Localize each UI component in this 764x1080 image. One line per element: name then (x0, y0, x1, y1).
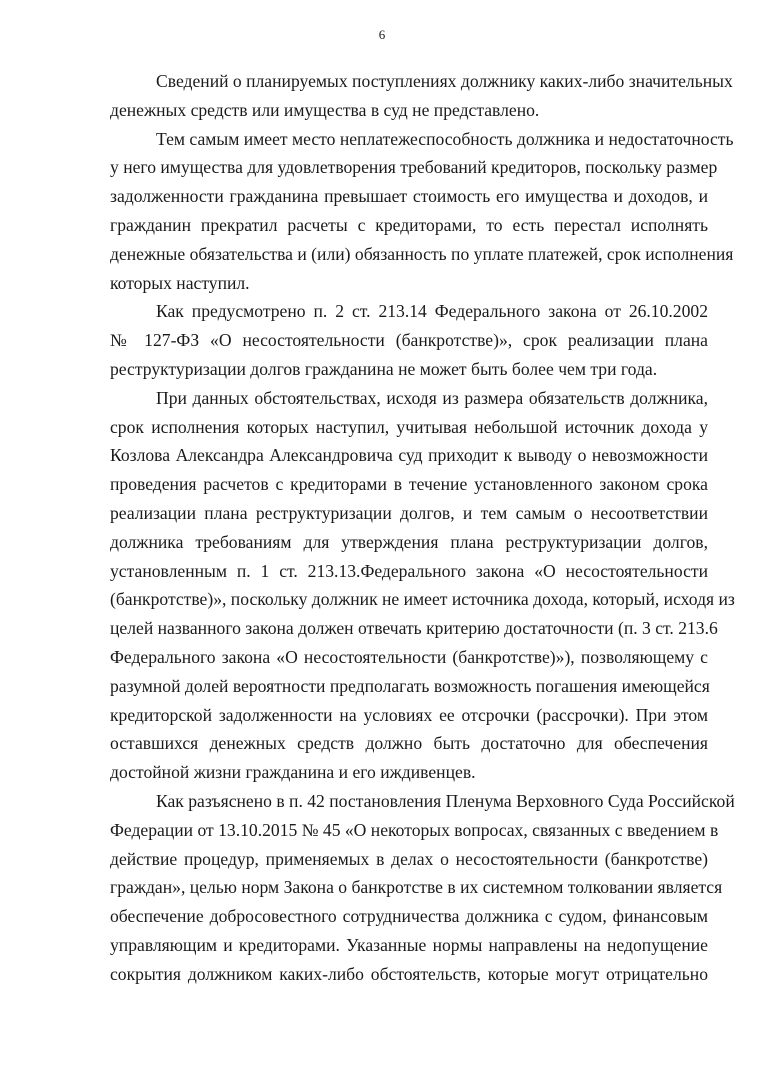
text-line: Федерального закона «О несостоятельности (банкротстве)»), позволяющему с (110, 646, 708, 667)
text-line: реализации плана реструктуризации долгов, и тем самым о несоответствии (110, 502, 708, 523)
text-line: Козлова Александра Александровича суд приходит к выводу о невозможности (110, 445, 708, 466)
page-number: 6 (378, 27, 386, 42)
text-line: срок исполнения которых наступил, учитывая небольшой источник дохода у (110, 416, 708, 437)
text-line: гражданин прекратил расчеты с кредиторами, то есть перестал исполнять (110, 214, 708, 235)
text-line: целей названного закона должен отвечать критерию достаточности (п. 3 ст. 213.6 (110, 618, 718, 639)
paragraph (110, 384, 735, 787)
text-line: проведения расчетов с кредиторами в течение установленного законом срока (110, 474, 708, 495)
text-line: обеспечение добросовестного сотрудничества должника с судом, финансовым (110, 906, 708, 927)
text-line: При данных обстоятельствах, исходя из размера обязательств должника, (156, 387, 708, 408)
text-line: разумной долей вероятности предполагать возможность погашения имеющейся (110, 675, 710, 696)
text-line: должника требованиям для утверждения плана реструктуризации долгов, (110, 531, 708, 552)
document-body (110, 67, 735, 989)
text-line: № 127-ФЗ «О несостоятельности (банкротстве)», срок реализации плана (110, 330, 708, 351)
paragraph (110, 125, 734, 298)
text-line: граждан», целью норм Закона о банкротстве в их системном толковании является (110, 877, 723, 898)
text-line: Федерации от 13.10.2015 № 45 «О некоторых вопросах, связанных с введением в (110, 819, 719, 840)
text-line: реструктуризации долгов гражданина не может быть более чем три года. (110, 358, 658, 379)
text-line: достойной жизни гражданина и его иждивенцев. (110, 762, 476, 783)
text-line: задолженности гражданина превышает стоимость его имущества и доходов, и (110, 186, 708, 207)
text-line: которых наступил. (110, 272, 250, 293)
paragraph (110, 297, 708, 383)
text-line: кредиторской задолженности на условиях ее отсрочки (рассрочки). При этом (110, 704, 708, 725)
text-line: денежных средств или имущества в суд не представлено. (110, 99, 540, 120)
text-line: Сведений о планируемых поступлениях должнику каких-либо значительных (156, 71, 733, 91)
text-line: у него имущества для удовлетворения требований кредиторов, поскольку размер (110, 157, 718, 178)
text-line: денежные обязательства и (или) обязанность по уплате платежей, срок исполнения (110, 243, 734, 264)
text-line: действие процедур, применяемых в делах о несостоятельности (банкротстве) (110, 848, 708, 869)
text-line: Как разъяснено в п. 42 постановления Пленума Верховного Суда Российской (156, 790, 735, 811)
text-line: Как предусмотрено п. 2 ст. 213.14 Федерального закона от 26.10.2002 (156, 301, 708, 322)
paragraph (110, 787, 735, 989)
text-line: установленным п. 1 ст. 213.13.Федерального закона «О несостоятельности (110, 560, 708, 581)
text-line: Тем самым имеет место неплатежеспособность должника и недостаточность (156, 128, 734, 149)
text-line: сокрытия должником каких-либо обстоятельств, которые могут отрицательно (110, 963, 708, 984)
text-line: (банкротстве)», поскольку должник не имеет источника дохода, который, исходя из (110, 589, 735, 610)
text-line: оставшихся денежных средств должно быть достаточно для обеспечения (110, 733, 708, 754)
text-line: управляющим и кредиторами. Указанные нормы направлены на недопущение (110, 934, 708, 955)
paragraph (110, 67, 733, 125)
